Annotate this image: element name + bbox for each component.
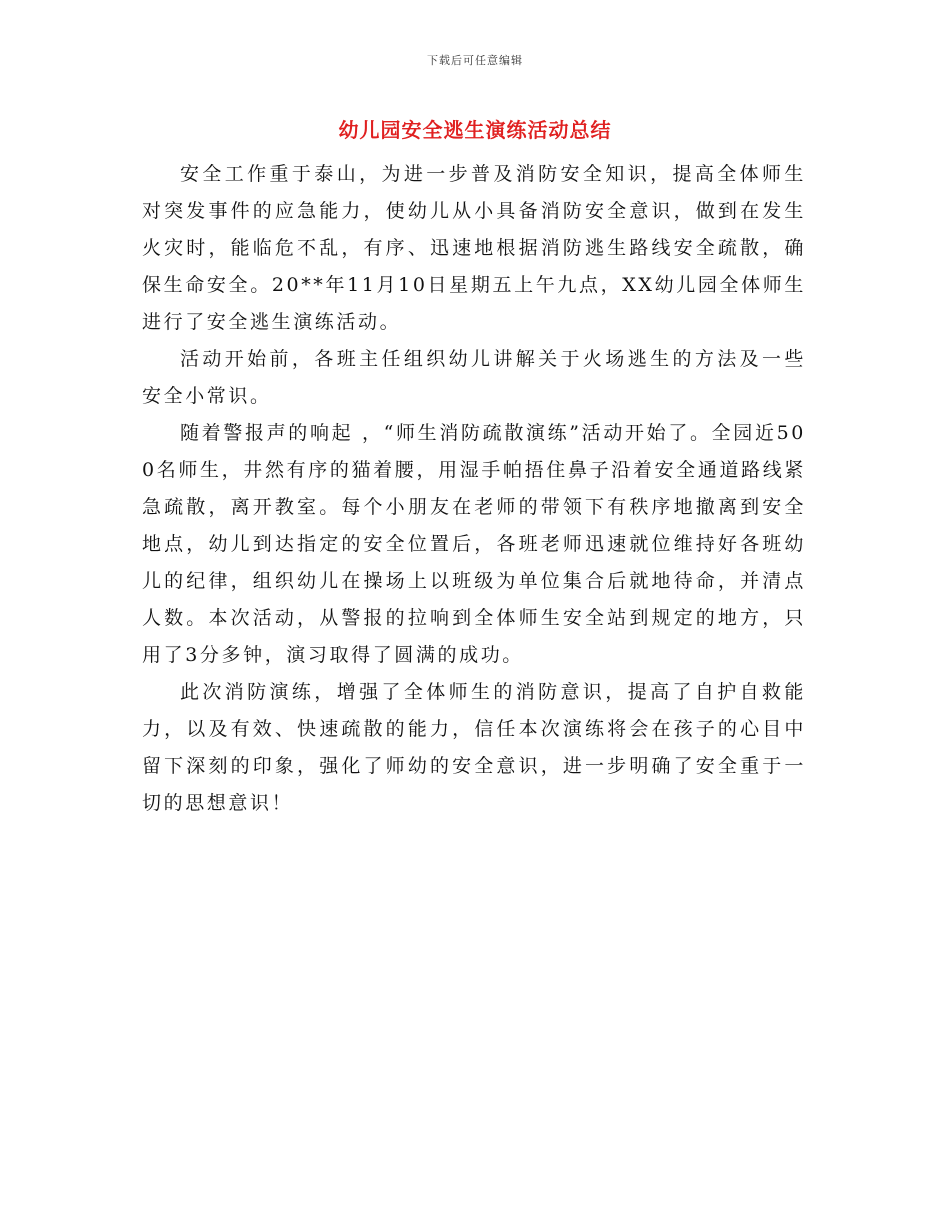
paragraph-intro: 安全工作重于泰山，为进一步普及消防安全知识，提高全体师生对突发事件的应急能力，使幼儿从小具备消防安全意识，做到在发生火灾时，能临危不乱，有序、迅速地根据消防逃生路线安全疏散，确保生命安全。20**年11月10日星期五上午九点，XX幼儿园全体师生进行了安全逃生演练活动。 [142, 163, 806, 333]
paragraph-drill-process: 随着警报声的响起 ，“师生消防疏散演练”活动开始了。全园近500名师生，井然有序的猫着腰，用湿手帕捂住鼻子沿着安全通道路线紧急疏散，离开教室。每个小朋友在老师的带领下有秩序地撤离到安全地点，幼儿到达指定的安全位置后，各班老师迅速就位维持好各班幼儿的纪律，组织幼儿在操场上以班级为单位集合后就地待命，并清点人数。本次活动，从警报的拉响到全体师生安全站到规定的地方，只用了3分多钟，演习取得了圆满的成功。 [142, 422, 806, 666]
document-title: 幼儿园安全逃生演练活动总结 [338, 118, 612, 142]
document-body [142, 156, 806, 822]
paragraph-preparation: 活动开始前，各班主任组织幼儿讲解关于火场逃生的方法及一些安全小常识。 [142, 348, 806, 407]
page-header-note: 下载后可任意编辑 [427, 54, 523, 67]
paragraph-conclusion: 此次消防演练，增强了全体师生的消防意识，提高了自护自救能力，以及有效、快速疏散的能力，信任本次演练将会在孩子的心目中留下深刻的印象，强化了师幼的安全意识，进一步明确了安全重于一切的思想意识！ [142, 681, 806, 814]
